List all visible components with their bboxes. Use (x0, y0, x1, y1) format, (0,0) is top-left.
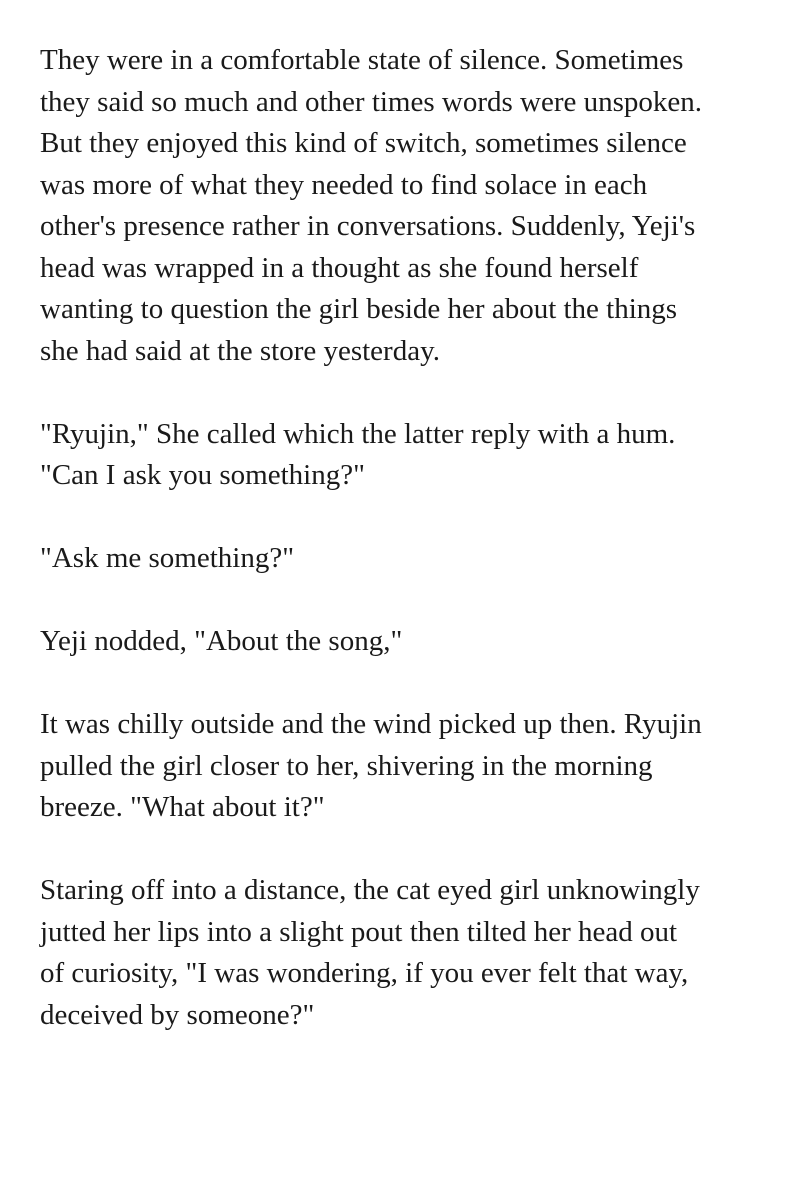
text-line: deceived by someone?" (40, 998, 315, 1031)
paragraph-1 (40, 40, 760, 372)
text-line: Yeji nodded, "About the song," (40, 625, 403, 657)
text-line: of curiosity, "I was wondering, if you ever felt that way, (40, 957, 689, 989)
text-line: Staring off into a distance, the cat eyed girl unknowingly (40, 874, 700, 906)
text-line: They were in a comfortable state of silence. Sometimes (40, 44, 684, 76)
text-line: breeze. "What about it?" (40, 791, 325, 823)
paragraph-5 (40, 704, 760, 829)
text-line: "Ryujin," She called which the latter reply with a hum. (40, 417, 676, 450)
text-line: But they enjoyed this kind of switch, sometimes silence (40, 127, 687, 159)
text-line: was more of what they needed to find solace in each (40, 168, 648, 201)
text-line: "Ask me something?" (40, 542, 295, 574)
text-line: head was wrapped in a thought as she found herself (40, 251, 639, 284)
text-line: wanting to question the girl beside her about the things (40, 293, 678, 325)
paragraph-2 (40, 414, 760, 497)
paragraph-3 (40, 538, 760, 580)
text-line: It was chilly outside and the wind picked up then. Ryujin (40, 708, 702, 740)
text-line: they said so much and other times words were unspoken. (40, 85, 703, 118)
story-text (40, 40, 760, 1036)
text-line: "Can I ask you something?" (40, 459, 365, 491)
text-line: jutted her lips into a slight pout then tilted her head out (40, 915, 678, 948)
text-line: pulled the girl closer to her, shivering in the morning (40, 749, 653, 782)
text-line: she had said at the store yesterday. (40, 334, 440, 367)
paragraph-6 (40, 870, 760, 1036)
text-line: other's presence rather in conversations. Suddenly, Yeji's (40, 210, 696, 242)
paragraph-4 (40, 621, 760, 663)
